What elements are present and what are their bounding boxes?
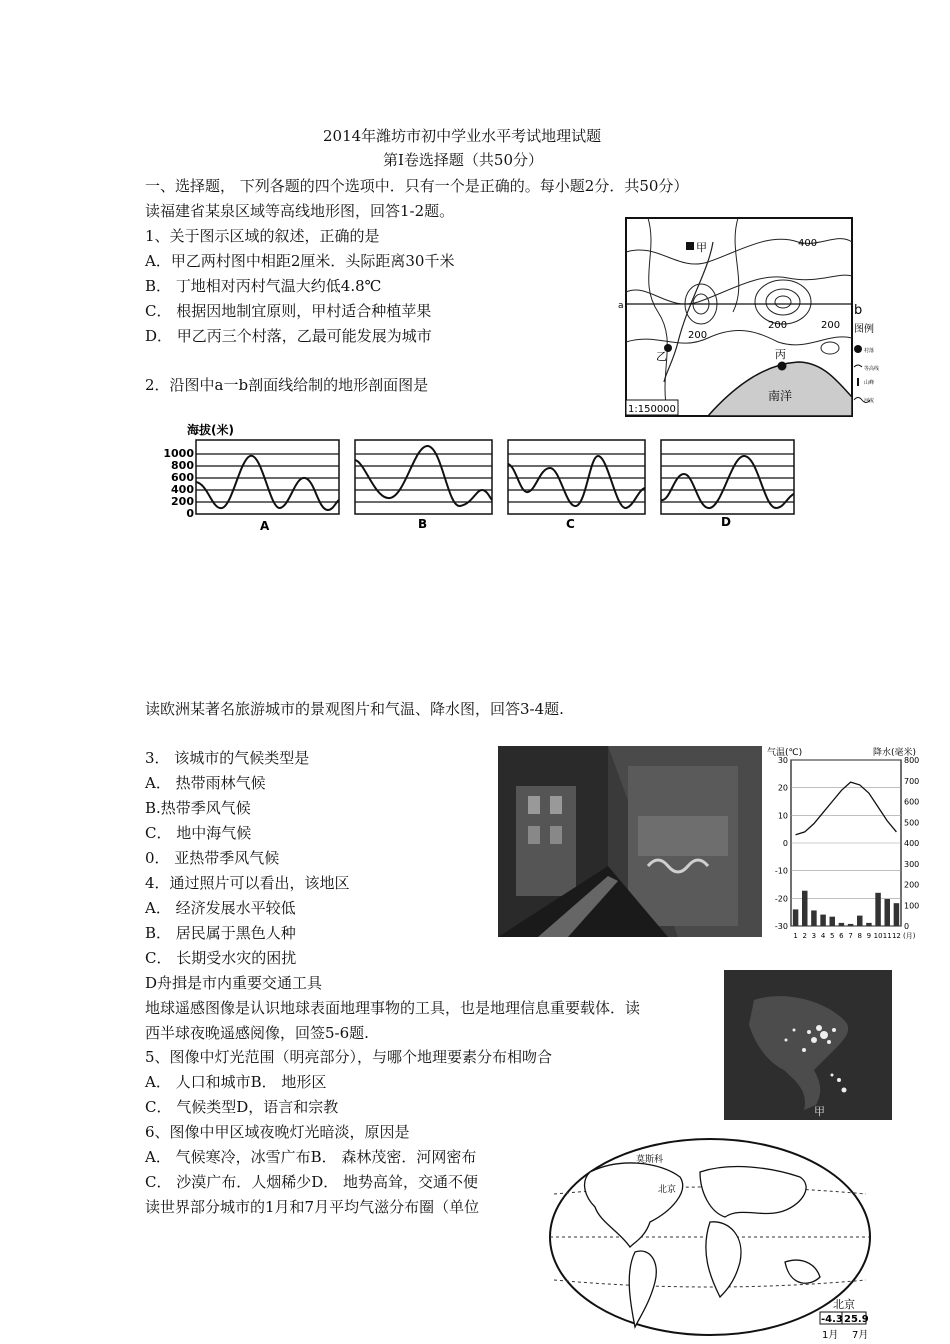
contour-map: [618, 212, 880, 420]
svg-text:1月: 1月: [822, 1330, 839, 1341]
left-tick-label: -10: [774, 866, 788, 876]
temperature-axis-label: 气温(℃): [767, 748, 803, 758]
svg-text:莫斯科: 莫斯科: [636, 1155, 664, 1165]
precip-bar: [866, 923, 872, 926]
section-title: 第I卷选择题（共50分）: [383, 151, 544, 169]
q1-option-b: B． 丁地相对丙村气温大约低4.8℃: [145, 277, 382, 295]
q1-stem: 1、关于图示区域的叙述，正确的是: [145, 227, 380, 245]
precipitation-axis-label: 降水(毫米): [873, 748, 917, 758]
precip-bar: [894, 903, 900, 926]
svg-text:A: A: [260, 519, 270, 533]
q6-option-ab: A． 气候寒冷，冰雪广布B． 森林茂密．河网密布: [145, 1148, 477, 1166]
q3-stem: 3． 该城市的气候类型是: [145, 749, 310, 767]
night-satellite-image: [724, 970, 892, 1120]
month-label: 10: [873, 932, 883, 940]
svg-text:1:150000: 1:150000: [628, 404, 676, 415]
svg-text:甲: 甲: [814, 1105, 825, 1118]
svg-text:400: 400: [171, 483, 194, 496]
precip-bar: [885, 899, 891, 926]
profile-panel-a: [196, 440, 339, 533]
q7-intro: 读世界部分城市的1月和7月平均气滋分布圈（单位: [145, 1198, 480, 1216]
precip-bar: [820, 915, 826, 926]
svg-text:南洋: 南洋: [768, 389, 793, 403]
svg-text:800: 800: [171, 459, 194, 472]
right-tick-label: 0: [904, 922, 910, 931]
q5-6-intro-line2: 西半球夜晚遥感阅像，回签5-6题.: [145, 1024, 369, 1042]
q1-2-intro: 读福建省某泉区域等高线地形图，回答1-2题。: [145, 202, 455, 220]
month-label: 1: [793, 932, 798, 940]
q1-option-d: D． 甲乙丙三个村落，乙最可能发展为城市: [145, 327, 432, 345]
svg-text:0: 0: [186, 507, 194, 520]
svg-text:600: 600: [171, 471, 194, 484]
month-label: 2: [802, 932, 807, 940]
svg-text:村落: 村落: [864, 348, 875, 354]
right-tick-label: 800: [904, 756, 920, 765]
profile-panel-b: [355, 440, 492, 531]
world-map: [540, 1132, 885, 1342]
month-label: 3: [811, 932, 817, 940]
right-tick-label: 100: [904, 901, 920, 911]
q6-stem: 6、图像中甲区域夜晚灯光暗淡，原因是: [145, 1123, 410, 1141]
svg-text:甲: 甲: [696, 241, 707, 254]
precip-bar: [802, 891, 808, 926]
svg-text:图例: 图例: [854, 324, 874, 335]
svg-text:7月: 7月: [852, 1330, 869, 1341]
q5-stem: 5、图像中灯光范围（明亮部分），与哪个地理要素分布相吻合: [145, 1048, 553, 1066]
q4-option-a: A． 经济发展水平较低: [145, 899, 296, 917]
q3-option-a: A． 热带雨林气候: [145, 774, 266, 792]
svg-text:乙: 乙: [656, 350, 667, 363]
right-tick-label: 200: [904, 880, 920, 890]
profile-panel-d: [661, 440, 794, 529]
svg-text:-4.3: -4.3: [821, 1314, 843, 1325]
svg-text:200: 200: [821, 320, 841, 331]
precip-bar: [793, 909, 799, 926]
climate-chart: [765, 746, 925, 942]
left-tick-label: -30: [774, 922, 788, 931]
svg-text:25.9: 25.9: [844, 1314, 869, 1325]
right-tick-label: 700: [904, 776, 920, 786]
svg-text:b: b: [854, 303, 863, 318]
q4-option-c: C． 长期受水灾的困扰: [145, 949, 297, 967]
canal-photo: [498, 746, 762, 937]
left-tick-label: 30: [777, 756, 788, 765]
q4-stem: 4．通过照片可以看出，该地区: [145, 874, 350, 892]
precip-bar: [839, 923, 845, 926]
precip-bar: [875, 893, 881, 926]
svg-text:D: D: [721, 515, 731, 529]
right-tick-label: 600: [904, 797, 920, 807]
precip-bar: [848, 924, 854, 926]
svg-text:a: a: [618, 301, 624, 311]
q3-option-c: C． 地中海气候: [145, 824, 252, 842]
q5-6-intro-line1: 地球遥感图像是认识地球表面地理事物的工具，也是地理信息重要载体．读: [145, 999, 641, 1017]
month-label: 12: [891, 932, 901, 940]
instructions: 一、选择题， 下列各题的四个选项中．只有一个是正确的。每小题2分．共50分）: [145, 177, 689, 195]
month-label: 8: [857, 932, 862, 940]
q5-option-ab: A． 人口和城市B． 地形区: [145, 1073, 327, 1091]
svg-text:北京: 北京: [833, 1298, 855, 1311]
precip-bar: [830, 917, 836, 926]
svg-text:200: 200: [768, 320, 788, 331]
left-tick-label: 10: [777, 811, 788, 821]
month-label: 5: [830, 932, 835, 940]
q3-4-intro: 读欧洲某著名旅游城市的景观图片和气温、降水图，回答3-4题.: [145, 700, 564, 718]
page-title: 2014年潍坊市初中学业水平考试地理试题: [323, 127, 602, 145]
q1-option-a: A．甲乙两村图中相距2厘米．头际距离30千米: [145, 252, 455, 270]
month-unit-label: (月): [903, 932, 916, 940]
q6-option-cd: C． 沙漠广布．人烟稀少D． 地势高耸，交通不便: [145, 1173, 479, 1191]
month-label: 6: [839, 932, 844, 940]
svg-text:B: B: [418, 517, 428, 531]
right-tick-label: 400: [904, 839, 920, 848]
month-label: 7: [848, 932, 853, 940]
svg-text:C: C: [566, 517, 575, 531]
q2-stem: 2．沿图中a一b剖面线给制的地形剖面图是: [145, 376, 429, 394]
svg-text:400: 400: [798, 238, 818, 249]
svg-text:海拔(米): 海拔(米): [187, 423, 234, 437]
q4-option-b: B． 居民属于黑色人种: [145, 924, 296, 942]
svg-text:北京: 北京: [658, 1185, 677, 1195]
left-tick-label: -20: [774, 894, 788, 904]
svg-text:1000: 1000: [163, 447, 194, 460]
svg-text:河流: 河流: [864, 398, 875, 404]
svg-text:200: 200: [171, 495, 194, 508]
svg-text:山峰: 山峰: [864, 380, 875, 386]
precip-bar: [857, 916, 863, 926]
q3-option-d: 0． 亚热带季风气候: [145, 849, 280, 867]
month-label: 11: [882, 932, 892, 940]
month-label: 4: [820, 932, 826, 940]
q4-option-d: D舟揖是市内重要交通工具: [145, 974, 323, 992]
precip-bar: [811, 910, 817, 926]
right-tick-label: 300: [904, 859, 920, 869]
svg-text:等高线: 等高线: [864, 366, 880, 372]
q5-option-cd: C． 气候类型D，语言和宗教: [145, 1098, 339, 1116]
svg-text:200: 200: [688, 330, 708, 341]
profile-chart: [163, 420, 800, 540]
svg-text:丙: 丙: [775, 348, 786, 361]
q1-option-c: C． 根据因地制宜原则，甲村适合种植苹果: [145, 302, 432, 320]
left-tick-label: 0: [782, 839, 788, 848]
q3-option-b: B.热带季风气候: [145, 799, 251, 817]
month-label: 9: [866, 932, 872, 940]
profile-panel-c: [508, 440, 645, 531]
right-tick-label: 500: [904, 818, 920, 828]
left-tick-label: 20: [777, 783, 788, 793]
